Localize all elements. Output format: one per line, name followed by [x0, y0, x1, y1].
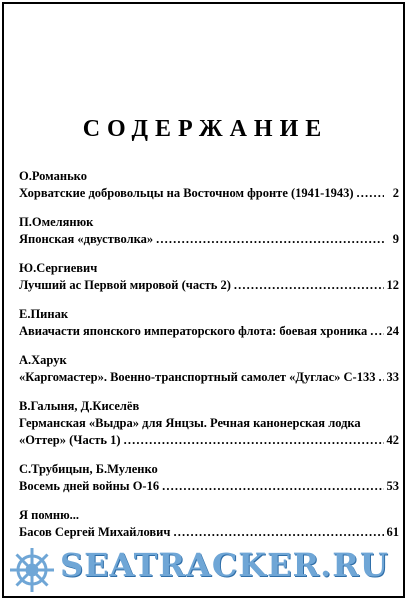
page-number: 2 — [392, 186, 399, 200]
toc-entry — [19, 306, 399, 340]
page-number: 33 — [386, 370, 399, 384]
leader-dots — [156, 231, 384, 248]
entry-author: Я помню... — [19, 508, 80, 522]
entry-title: Восемь дней войны О-16 — [19, 479, 160, 493]
entry-title: Басов Сергей Михайлович — [19, 525, 171, 539]
contents-title: СОДЕРЖАНИЕ — [82, 116, 329, 142]
toc-entry — [19, 352, 399, 386]
entry-author: П.Омелянюк — [19, 215, 94, 229]
entry-line[interactable] — [19, 323, 399, 340]
leader-dots — [173, 524, 383, 541]
entry-line[interactable] — [19, 231, 399, 248]
leader-dots — [357, 185, 385, 202]
entry-author: В.Галыня, Д.Киселёв — [19, 399, 140, 413]
entry-title: Японская «двустволка» — [19, 232, 154, 246]
entry-title: Хорватские добровольцы на Восточном фронте (1941-1943) — [19, 186, 354, 200]
leader-dots — [124, 432, 384, 449]
entry-title: «Каргомастер». Военно-транспортный самолет «Дуглас» С-133 — [19, 370, 376, 384]
toc-entry — [19, 398, 399, 449]
page-number: 9 — [392, 232, 399, 246]
page-number: 24 — [386, 324, 399, 338]
leader-dots — [162, 478, 383, 495]
toc-entry — [19, 260, 399, 294]
entry-line[interactable] — [19, 524, 399, 541]
toc-entry — [19, 214, 399, 248]
page-number: 53 — [386, 479, 399, 493]
page-number: 12 — [386, 278, 399, 292]
entry-author: С.Трубицын, Б.Муленко — [19, 462, 158, 476]
entry-line[interactable] — [19, 185, 399, 202]
entry-author: О.Романько — [19, 169, 87, 183]
entry-author: Ю.Сергиевич — [19, 261, 98, 275]
entry-line[interactable] — [19, 432, 399, 449]
page-number: 61 — [386, 525, 399, 539]
watermark-text: SEATRACKER.RU — [60, 546, 389, 584]
toc-entry — [19, 461, 399, 495]
entry-title: «Оттер» (Часть 1) — [19, 433, 121, 447]
entry-line[interactable] — [19, 369, 399, 386]
entry-line[interactable] — [19, 415, 399, 432]
table-of-contents — [19, 168, 399, 553]
leader-dots — [370, 323, 383, 340]
leader-dots — [378, 369, 383, 386]
toc-entry — [19, 168, 399, 202]
entry-author: Е.Пинак — [19, 307, 69, 321]
page-number: 42 — [386, 433, 399, 447]
entry-title: Германская «Выдра» для Янцзы. Речная канонерская лодка — [19, 416, 361, 430]
ship-wheel-icon — [10, 548, 54, 592]
entry-line[interactable] — [19, 478, 399, 495]
toc-entry — [19, 507, 399, 541]
leader-dots — [234, 277, 384, 294]
entry-line[interactable] — [19, 277, 399, 294]
entry-author: А.Харук — [19, 353, 67, 367]
entry-title: Лучший ас Первой мировой (часть 2) — [19, 278, 231, 292]
entry-title: Авиачасти японского императорского флота: боевая хроника — [19, 324, 368, 338]
